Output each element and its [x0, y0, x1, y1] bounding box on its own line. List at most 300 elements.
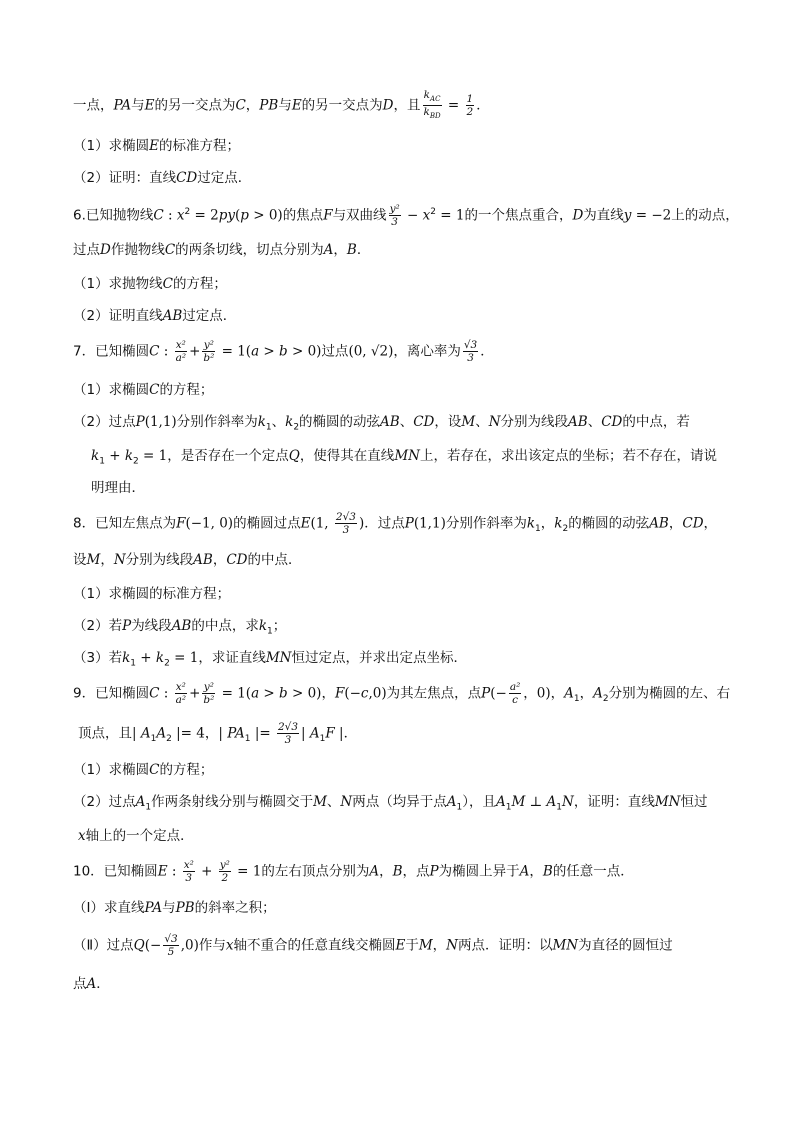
text-run: 、	[587, 414, 602, 430]
math-run: p	[240, 207, 249, 224]
math-run: N	[340, 794, 353, 810]
text-run: 明理由．	[91, 480, 145, 496]
text-run: 9．已知椭圆	[73, 685, 150, 702]
text-run: 的椭圆的动弦	[299, 414, 381, 430]
math-run: 0)	[536, 685, 551, 702]
text-run: ．过点	[364, 515, 405, 532]
text-line	[73, 305, 236, 327]
math-run: k	[526, 515, 536, 532]
text-run: 顶点，且	[78, 725, 132, 742]
math-run: = −2	[631, 207, 672, 224]
text-run: 为其左焦点，点	[386, 685, 482, 702]
math-run: 1	[99, 456, 105, 467]
text-run: ），且	[462, 794, 496, 810]
math-run: B	[346, 242, 357, 258]
math-run: ,0)	[180, 937, 199, 954]
math-run: +	[104, 448, 125, 464]
math-run: (−	[490, 685, 507, 702]
fraction-denominator: b²	[203, 694, 215, 706]
math-run: CD	[176, 170, 198, 186]
math-run: 1	[456, 802, 463, 813]
text-run: ，	[540, 515, 555, 532]
math-run: > 0)	[287, 685, 322, 702]
math-run: 1	[145, 802, 152, 813]
math-run: Q	[288, 448, 300, 464]
text-line	[73, 759, 213, 781]
math-fraction	[423, 89, 442, 122]
math-run: E	[144, 97, 155, 114]
math-run: M	[461, 414, 476, 430]
text-line	[73, 647, 467, 675]
text-run: 为直线	[583, 207, 624, 224]
math-run: N	[113, 552, 126, 568]
math-run: 2	[164, 658, 170, 669]
text-run: 轴不重合的任意直线交椭圆	[233, 937, 396, 954]
math-run: P	[122, 618, 132, 634]
text-run: 恒过	[680, 794, 708, 810]
fraction-denominator: a²	[175, 352, 187, 364]
math-run: (0, √2)	[348, 343, 394, 360]
math-run: = 1	[232, 863, 262, 880]
math-run: C	[149, 343, 160, 360]
text-run: 设	[73, 552, 87, 568]
text-run: ，求证直线	[198, 650, 266, 666]
math-fraction	[183, 859, 195, 884]
text-run: ；	[272, 618, 287, 634]
math-run: (−1, 0)	[185, 515, 234, 532]
text-run: 过定点．	[182, 308, 237, 324]
math-run: AB	[568, 414, 588, 430]
math-run: N	[488, 414, 501, 430]
math-run: a	[251, 685, 260, 702]
math-fraction	[389, 203, 401, 228]
math-run: |= 4	[171, 725, 205, 742]
math-run: >	[259, 343, 280, 360]
text-run: 的中点．	[247, 552, 302, 568]
math-run: A	[156, 725, 167, 742]
text-run: （1）求椭圆	[73, 382, 150, 398]
text-run: ，	[703, 515, 718, 532]
math-run: =	[443, 97, 464, 114]
math-run: A	[135, 794, 146, 810]
text-run: 、	[475, 414, 489, 430]
fraction-denominator: c	[512, 694, 518, 706]
fraction-numerator: 2√3	[277, 721, 299, 733]
text-run: 分别为线段	[500, 414, 569, 430]
math-run: :	[159, 685, 173, 702]
text-run: 与	[131, 97, 145, 114]
text-line	[73, 791, 707, 819]
text-line	[78, 721, 357, 750]
math-run: PA	[113, 97, 132, 114]
fraction-denominator: b²	[203, 352, 215, 364]
text-run: 过点	[73, 242, 100, 258]
math-fraction	[335, 511, 357, 536]
math-run: 1	[130, 658, 137, 669]
text-run: 的标准方程；	[158, 138, 240, 154]
text-run: （Ⅰ）求直线	[73, 900, 145, 916]
text-run: 的两条切线，切点分别为	[175, 242, 324, 258]
fraction-numerator: 2√3	[335, 511, 356, 523]
math-run: N	[562, 794, 574, 810]
text-line	[73, 933, 673, 958]
text-run: ．	[356, 242, 371, 258]
text-run: ，	[668, 515, 683, 532]
text-run: 的任意一点．	[552, 863, 634, 880]
math-run: |	[301, 725, 310, 742]
text-run: 为椭圆上异于	[438, 863, 520, 880]
text-run: ，离心率为	[393, 343, 461, 360]
math-fraction	[202, 681, 215, 706]
math-run: M	[313, 794, 327, 810]
math-run: PB	[175, 900, 195, 916]
fraction-numerator: y²	[219, 859, 230, 871]
math-run: D	[100, 242, 111, 258]
math-run: PB	[259, 97, 279, 114]
text-run: （1）求椭圆	[73, 138, 150, 154]
math-run: |	[218, 725, 228, 742]
text-run: （1）求椭圆的标准方程；	[73, 586, 231, 602]
text-line	[91, 477, 145, 499]
math-run: P	[481, 685, 491, 702]
math-run: a	[251, 343, 260, 360]
math-run: −	[402, 207, 423, 224]
math-run: Q	[133, 937, 145, 954]
math-run: k	[122, 650, 131, 666]
text-run: 作抛物线	[110, 242, 165, 258]
fraction-denominator: 3	[342, 524, 350, 536]
math-run: CD	[413, 414, 435, 430]
text-run: ，使得其在直线	[299, 448, 395, 464]
math-run: M	[86, 552, 101, 568]
fraction-numerator: y²	[203, 681, 214, 693]
text-run: 10．已知椭圆	[73, 863, 158, 880]
math-run: CD	[601, 414, 623, 430]
fraction-numerator: $k_{AC}$	[423, 89, 442, 106]
text-line	[73, 859, 634, 884]
text-line	[73, 201, 739, 228]
math-run: D	[572, 207, 584, 224]
math-run: 2	[562, 524, 569, 535]
text-run: 过点	[321, 343, 349, 360]
math-run: b	[279, 343, 288, 360]
text-run: 与双曲线	[332, 207, 387, 224]
math-run: 1	[535, 524, 541, 535]
text-line	[73, 89, 490, 122]
fraction-denominator: 3	[284, 734, 292, 746]
text-run: （1）求抛物线	[73, 276, 163, 292]
math-run: CD	[226, 552, 248, 568]
math-run: 1	[265, 422, 272, 433]
math-run: (1,1)	[413, 515, 446, 532]
math-run: 1	[573, 694, 580, 705]
text-run: （2）证明直线	[73, 308, 163, 324]
math-run: 1	[556, 802, 563, 813]
text-run: 的另一交点为	[154, 97, 236, 114]
text-run: ．	[96, 976, 110, 992]
text-run: 作与	[198, 937, 226, 954]
math-run: 1	[319, 734, 326, 745]
text-run: （3）若	[73, 650, 123, 666]
text-run: ，	[550, 685, 565, 702]
math-run: A	[323, 242, 334, 258]
math-run: |	[334, 725, 344, 742]
math-run: = 1	[138, 448, 168, 464]
math-run: C	[149, 762, 160, 778]
math-run: A	[446, 794, 457, 810]
text-line	[73, 379, 213, 401]
text-run: 轴上的一个定点．	[85, 828, 194, 844]
fraction-numerator: x²	[175, 339, 186, 351]
math-fraction	[466, 93, 475, 118]
fraction-denominator: a²	[175, 694, 187, 706]
math-fraction	[277, 721, 299, 746]
math-run: A	[309, 725, 320, 742]
text-run: 分别为椭圆的左、右	[608, 685, 731, 702]
math-fraction	[175, 681, 187, 706]
math-run: C	[162, 276, 173, 292]
math-run: E	[157, 863, 168, 880]
math-run: :	[167, 863, 181, 880]
fraction-numerator: y²	[203, 339, 214, 351]
text-run: （2）过点	[73, 794, 136, 810]
text-run: 作两条射线分别与椭圆交于	[151, 794, 314, 810]
math-run: A	[519, 863, 530, 880]
text-run: ，	[204, 725, 219, 742]
math-run: (	[235, 207, 241, 224]
text-run: 7．已知椭圆	[73, 343, 150, 360]
text-run: ，	[100, 552, 114, 568]
text-run: ．	[480, 343, 494, 360]
math-run: D	[382, 97, 394, 114]
text-run: 、	[271, 414, 286, 430]
math-run: MN	[552, 937, 579, 954]
math-run: P	[404, 515, 414, 532]
text-run: ，且	[393, 97, 421, 114]
text-run: 的方程；	[159, 382, 214, 398]
math-run: A	[86, 976, 97, 992]
text-run: ，设	[434, 414, 462, 430]
fraction-denominator: 3	[185, 872, 193, 884]
text-run: ，	[245, 97, 260, 114]
math-run: +	[136, 650, 156, 666]
math-run: A	[593, 685, 603, 702]
text-run: （2）过点	[73, 414, 136, 430]
math-run: P	[135, 414, 145, 430]
fraction-denominator: 3	[391, 216, 398, 228]
fraction-denominator: 3	[467, 352, 474, 364]
text-run: ，是否存在一个定点	[167, 448, 289, 464]
math-run: c	[360, 685, 369, 702]
text-run: ，	[579, 685, 594, 702]
text-line	[73, 511, 717, 540]
text-run: 分别作斜率为	[176, 414, 258, 430]
text-run: 点	[73, 976, 87, 992]
text-line	[73, 167, 251, 189]
math-run: ⊥	[525, 794, 547, 810]
fraction-numerator: x²	[183, 859, 194, 871]
text-line	[73, 411, 690, 439]
math-run: MN	[265, 650, 292, 666]
text-line	[73, 897, 276, 919]
math-run: > 0)	[287, 343, 322, 360]
math-run: M	[511, 794, 526, 810]
math-run: x	[422, 207, 431, 224]
fraction-numerator: y²	[389, 203, 400, 215]
text-line	[78, 825, 194, 847]
math-run: A	[564, 685, 574, 702]
text-run: （2）若	[73, 618, 123, 634]
math-run: F	[325, 725, 335, 742]
math-run: C	[164, 242, 176, 258]
text-line	[73, 273, 227, 295]
math-run: k	[285, 414, 294, 430]
math-run: x	[78, 828, 86, 844]
text-run: 于	[405, 937, 419, 954]
math-run: AB	[380, 414, 400, 430]
text-line	[73, 549, 301, 571]
math-run: 2	[293, 422, 300, 433]
text-run: ，	[333, 242, 347, 258]
math-run: C	[235, 97, 246, 114]
text-run: 、	[326, 794, 341, 810]
text-run: 的另一交点为	[301, 97, 383, 114]
text-run: ，证明：直线	[573, 794, 655, 810]
math-run: +	[189, 685, 201, 702]
math-run: E	[291, 97, 302, 114]
text-line	[73, 973, 110, 995]
text-run: ．	[343, 725, 358, 742]
math-run: E	[395, 937, 406, 954]
text-run: 的焦点	[282, 207, 324, 224]
math-run: E	[300, 515, 311, 532]
fraction-denominator: $k_{BD}$	[423, 106, 441, 121]
math-fraction	[463, 339, 478, 364]
math-run: PA	[144, 900, 163, 916]
text-run: ，	[212, 552, 227, 568]
math-run: MN	[394, 448, 420, 464]
math-run: AB	[171, 618, 192, 634]
math-run: N	[446, 937, 458, 954]
text-run: 的椭圆过点	[233, 515, 301, 532]
math-run: k	[554, 515, 563, 532]
math-run: A	[140, 725, 151, 742]
math-run: 1	[244, 734, 251, 745]
text-run: 的方程；	[159, 762, 214, 778]
math-run: k	[258, 618, 268, 634]
math-run: AB	[193, 552, 213, 568]
math-fraction	[175, 339, 187, 364]
text-line	[73, 239, 370, 261]
text-run: 为线段	[131, 618, 172, 634]
math-run: P	[429, 863, 439, 880]
fraction-denominator: 2	[221, 872, 229, 884]
text-run: 上的动点，	[671, 207, 739, 224]
text-run: ，	[523, 685, 537, 702]
text-line	[73, 583, 230, 605]
text-run: ，	[379, 863, 393, 880]
text-run: 恒过定点，并求出定点坐标．	[291, 650, 467, 666]
text-run: （Ⅱ）过点	[73, 937, 134, 954]
math-run: py	[218, 207, 235, 224]
math-run: 1	[267, 626, 273, 637]
text-line	[73, 681, 730, 710]
text-line	[73, 615, 286, 643]
text-run: 一点，	[73, 97, 114, 114]
math-fraction	[202, 339, 215, 364]
math-run: x	[225, 937, 234, 954]
math-run: k	[124, 448, 134, 464]
math-run: A	[369, 863, 380, 880]
math-run: C	[153, 207, 164, 224]
math-run: k	[257, 414, 266, 430]
math-run: +	[189, 343, 201, 360]
text-run: 为直径的圆恒过	[578, 937, 673, 954]
math-run: = 1(	[217, 685, 252, 702]
math-run: b	[279, 685, 288, 702]
text-run: 的左右顶点分别为	[261, 863, 370, 880]
math-run: 2	[133, 456, 139, 467]
math-run: k	[91, 448, 100, 464]
text-run: 的中点，求	[191, 618, 259, 634]
math-run: (−	[344, 685, 361, 702]
text-run: 分别作斜率为	[445, 515, 527, 532]
math-run: C	[149, 685, 160, 702]
math-run: A	[495, 794, 506, 810]
math-run: PA	[227, 725, 245, 742]
text-run: （2）证明：直线	[73, 170, 177, 186]
fraction-numerator: 1	[466, 93, 474, 106]
math-run: x	[176, 207, 185, 224]
math-run: 1	[150, 734, 157, 745]
text-run: ，点	[402, 863, 430, 880]
math-run: B	[392, 863, 403, 880]
text-line	[73, 135, 240, 157]
math-run: C	[149, 382, 160, 398]
math-run: M	[418, 937, 433, 954]
math-run: (−	[144, 937, 162, 954]
math-run: >	[259, 685, 280, 702]
math-run: 1	[505, 802, 512, 813]
text-run: （1）求椭圆	[73, 762, 150, 778]
text-run: ，	[529, 863, 543, 880]
fraction-numerator: √3	[463, 339, 478, 351]
math-run: F	[176, 515, 186, 532]
fraction-numerator: x²	[175, 681, 186, 693]
math-run: y	[623, 207, 632, 224]
text-line	[91, 445, 717, 473]
text-run: 的椭圆的动弦	[568, 515, 650, 532]
math-run: :	[163, 207, 177, 224]
math-run: 2	[166, 734, 172, 745]
text-run: 的方程；	[172, 276, 227, 292]
text-run: 上，若存在，求出该定点的坐标；若不存在，请说	[419, 448, 717, 464]
math-run: = 1(	[217, 343, 252, 360]
math-run: A	[546, 794, 557, 810]
math-run: = 1	[435, 207, 465, 224]
math-run: :	[159, 343, 173, 360]
text-run: 的一个焦点重合，	[464, 207, 573, 224]
fraction-denominator: 2	[466, 106, 474, 119]
text-run: 6.已知抛物线	[73, 207, 154, 224]
math-run: > 0)	[248, 207, 283, 224]
math-run: = 1	[169, 650, 199, 666]
math-run: (1,1)	[144, 414, 177, 430]
math-run: 2	[602, 694, 609, 705]
math-run: AB	[162, 308, 183, 324]
text-run: 两点．证明：以	[457, 937, 553, 954]
fraction-numerator: a²	[509, 681, 521, 693]
